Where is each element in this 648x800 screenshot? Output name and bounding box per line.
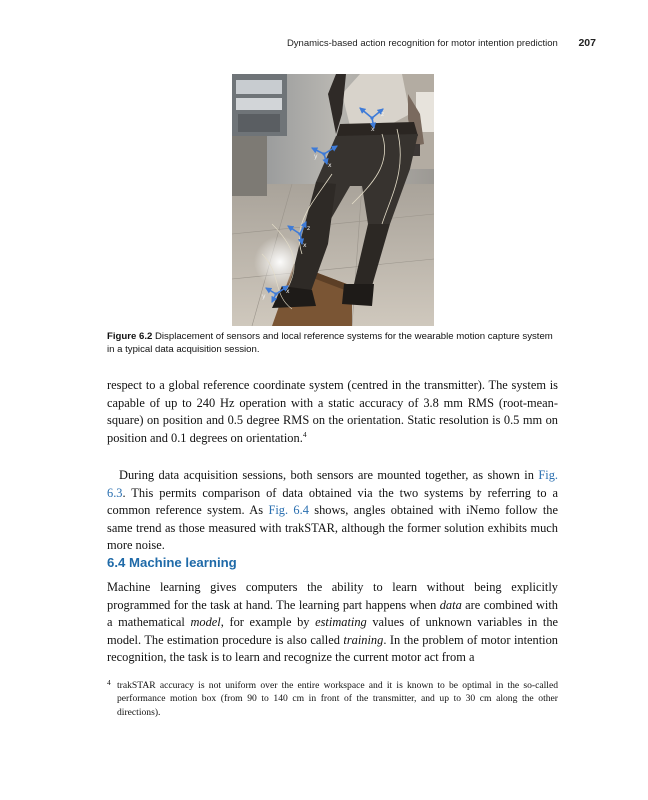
figure-link[interactable]: Fig. 6.4 — [268, 503, 309, 518]
page-number: 207 — [578, 37, 596, 49]
paragraph-text: . In the problem of motor intention recognition, the task is to learn and recognize the current motor act from a — [107, 632, 558, 665]
paragraph-text: . This permits comparison of data obtained via the two systems by referring to a common reference system. As — [107, 485, 558, 518]
emphasis-term: data — [439, 597, 462, 612]
paragraph-text: During data acquisition sessions, both sensors are mounted together, as shown in — [119, 468, 539, 482]
figure-label: Figure 6.2 — [107, 331, 153, 342]
axis-label: y — [314, 153, 318, 160]
axis-label: z — [307, 225, 311, 232]
paragraph-text: Machine learning gives computers the ability to learn without being explicitly programmed for the task at hand. The learning part happens when — [107, 580, 558, 612]
footnote-marker: 4 — [107, 678, 111, 687]
running-title: Dynamics-based action recognition for motor intention prediction — [286, 38, 558, 49]
footnote-reference[interactable]: 4 — [302, 429, 307, 439]
emphasis-term: estimating — [315, 615, 367, 630]
paragraph-text: respect to a global reference coordinate system (centred in the transmitter). The system is capable of up to 240 Hz operation with a static accuracy of 3.8 mm RMS (root-mean-square) on position and 0.5 degree RMS on the orientation. Static resolution is 0.5 mm on position and 0.1 degrees on orientation. — [107, 378, 558, 445]
paragraph-text: values of unknown variables in the model. The estimation procedure is also called — [107, 615, 559, 647]
paragraph-text: are combined with a mathematical — [107, 597, 558, 630]
figure-link[interactable]: Fig. 6.3 — [107, 468, 558, 500]
paragraph — [107, 579, 558, 667]
emphasis-term: model — [190, 615, 221, 630]
running-header — [287, 37, 596, 49]
section-heading: 6.4 Machine learning — [107, 555, 237, 570]
emphasis-term: training — [343, 632, 384, 647]
figure-caption-text: Displacement of sensors and local reference systems for the wearable motion capture system in a typical data acquisition session. — [107, 331, 553, 355]
paragraph — [107, 377, 558, 447]
axis-label: y — [262, 293, 266, 300]
figure-photo — [232, 74, 434, 326]
figure-caption — [107, 330, 557, 356]
axis-label: x — [303, 242, 307, 249]
paragraph-text: shows, angles obtained with iNemo follow the same trend as those measured with trakSTAR, although the former solution exhibits much more noise. — [107, 503, 558, 553]
axis-label: z — [381, 111, 385, 118]
axis-label: x — [286, 288, 290, 295]
paragraph — [107, 467, 558, 555]
paragraph-text: , for example by — [220, 615, 316, 630]
footnote-text: trakSTAR accuracy is not uniform over the entire workspace and it is known to be optimal in the so-called performance motion box (from 90 to 140 cm in front of the transmitter, and up to 30 cm along the other directions). — [117, 680, 558, 718]
axis-label: x — [328, 162, 332, 169]
footnote — [107, 679, 558, 719]
axis-label: x — [371, 126, 375, 133]
